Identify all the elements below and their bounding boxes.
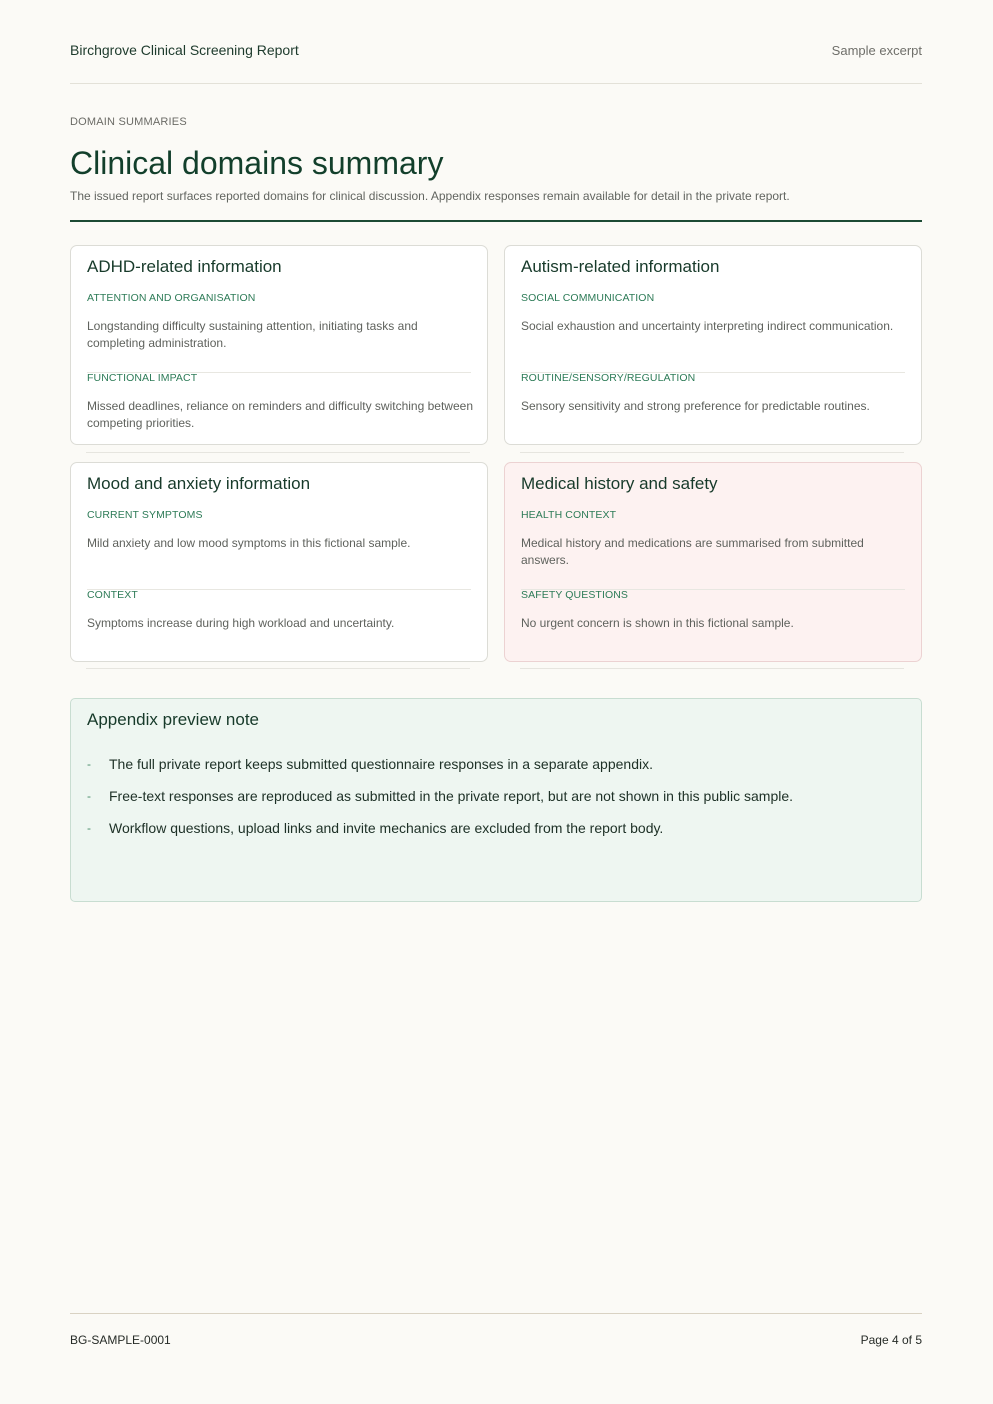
list-item-text: The full private report keeps submitted questionnaire responses in a separate appendix. xyxy=(109,756,653,772)
domain-card-autism xyxy=(504,245,922,445)
page-number: Page 4 of 5 xyxy=(860,1333,922,1347)
section-text: Missed deadlines, reliance on reminders and difficulty switching between competing priorities. xyxy=(87,399,473,430)
section-text: Longstanding difficulty sustaining attention, initiating tasks and completing administration. xyxy=(87,319,418,350)
card-divider xyxy=(87,589,471,590)
report-page xyxy=(70,0,922,1404)
list-item xyxy=(87,755,897,787)
section-label: ROUTINE/SENSORY/REGULATION xyxy=(521,372,696,384)
page-footer xyxy=(70,1333,922,1347)
section-label: CONTEXT xyxy=(87,589,138,601)
section-label: HEALTH CONTEXT xyxy=(521,509,617,521)
section-label: FUNCTIONAL IMPACT xyxy=(87,372,198,384)
section-text: No urgent concern is shown in this fictional sample. xyxy=(521,616,794,630)
section-label: CURRENT SYMPTOMS xyxy=(87,509,203,521)
bullet-dash: - xyxy=(87,821,91,835)
list-item xyxy=(87,787,897,819)
card-underline xyxy=(520,452,904,453)
domain-card-mood xyxy=(70,462,488,662)
footer-divider xyxy=(70,1313,922,1314)
title-divider xyxy=(70,220,922,222)
card-underline xyxy=(86,668,470,669)
section-eyebrow: DOMAIN SUMMARIES xyxy=(70,116,187,128)
list-item-text: Free-text responses are reproduced as submitted in the private report, but are not shown in this public sample. xyxy=(109,788,794,804)
header-divider xyxy=(70,83,922,84)
card-title: Autism-related information xyxy=(521,257,720,276)
page-title: Clinical domains summary xyxy=(70,145,444,181)
section-label: SAFETY QUESTIONS xyxy=(521,589,629,601)
bullet-dash: - xyxy=(87,789,91,803)
card-title: Mood and anxiety information xyxy=(87,474,311,493)
sample-tag: Sample excerpt xyxy=(831,42,922,58)
domain-card-adhd xyxy=(70,245,488,445)
section-text: Sensory sensitivity and strong preference for predictable routines. xyxy=(521,399,870,413)
section-text: Medical history and medications are summarised from submitted answers. xyxy=(521,536,864,567)
card-title: ADHD-related information xyxy=(87,257,282,276)
bullet-dash: - xyxy=(87,757,91,771)
card-underline xyxy=(86,452,470,453)
list-item xyxy=(87,819,897,851)
appendix-list xyxy=(87,755,897,851)
appendix-title: Appendix preview note xyxy=(87,710,260,729)
section-label: ATTENTION AND ORGANISATION xyxy=(87,292,256,304)
list-item-text: Workflow questions, upload links and invite mechanics are excluded from the report body. xyxy=(109,820,664,836)
section-text: Symptoms increase during high workload and uncertainty. xyxy=(87,616,395,630)
domain-card-medical-safety xyxy=(504,462,922,662)
section-label: SOCIAL COMMUNICATION xyxy=(521,292,655,304)
section-text: Social exhaustion and uncertainty interpreting indirect communication. xyxy=(521,319,894,333)
document-reference: BG-SAMPLE-0001 xyxy=(70,1333,171,1347)
appendix-note xyxy=(70,698,922,902)
running-header xyxy=(70,42,922,58)
card-title: Medical history and safety xyxy=(521,474,718,493)
section-text: Mild anxiety and low mood symptoms in this fictional sample. xyxy=(87,536,411,550)
section-intro: The issued report surfaces reported domains for clinical discussion. Appendix responses remain available for detail in the private report. xyxy=(70,189,790,203)
report-title: Birchgrove Clinical Screening Report xyxy=(70,42,299,58)
card-underline xyxy=(520,668,904,669)
